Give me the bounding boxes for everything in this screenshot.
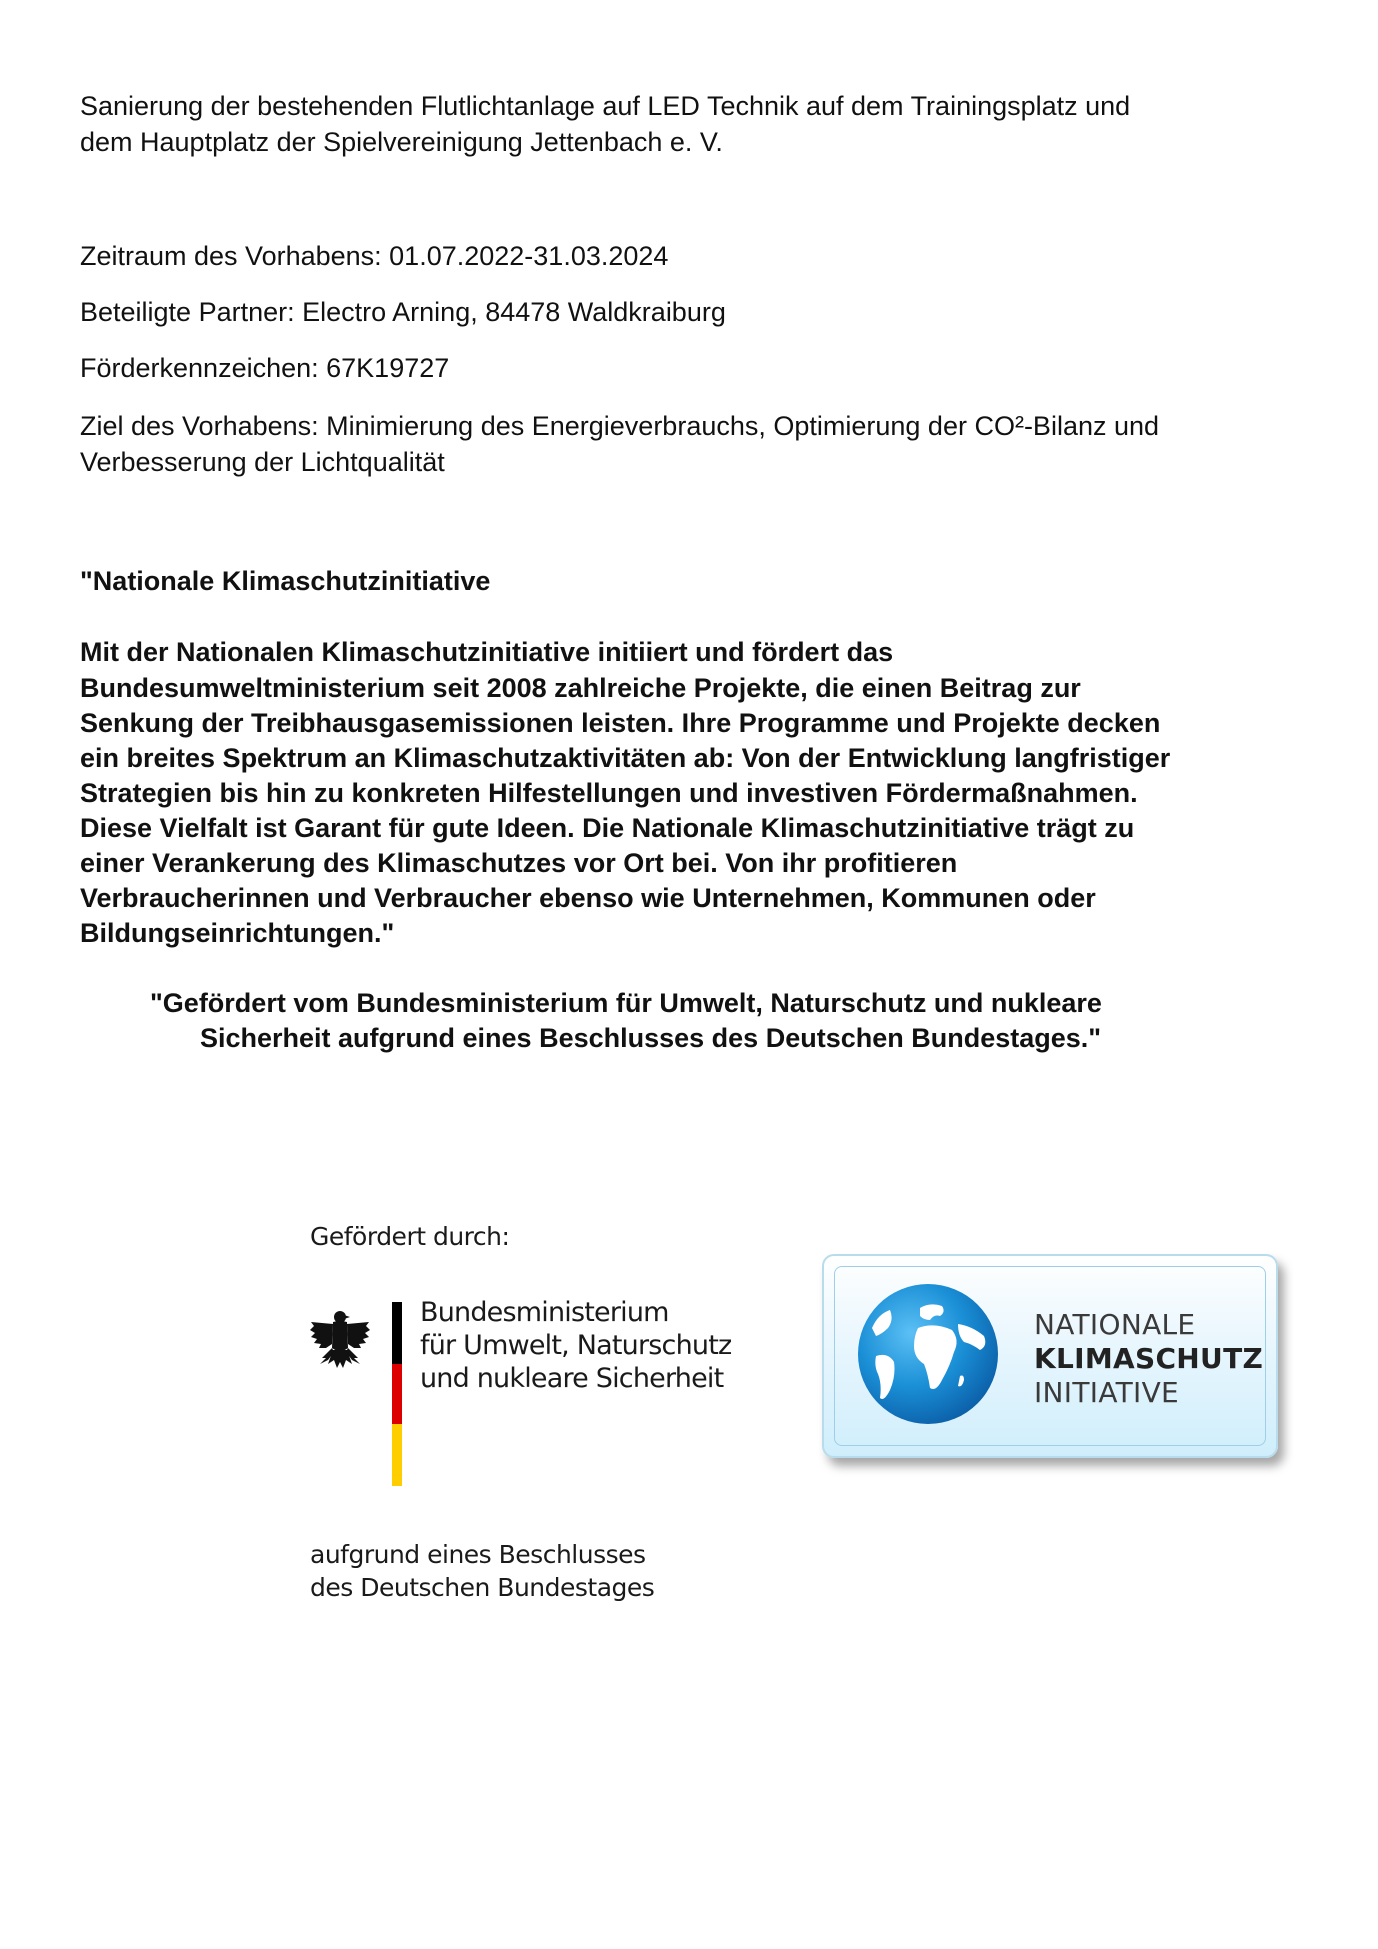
project-title-line-2: dem Hauptplatz der Spielvereinigung Jettenbach e. V.	[80, 127, 723, 157]
initiative-body-line: einer Verankerung des Klimaschutzes vor Ort bei. Von ihr profitieren	[80, 848, 958, 878]
nki-line-1: NATIONALE	[1034, 1308, 1196, 1341]
federal-eagle-icon	[308, 1308, 372, 1380]
bundestag-caption-line-2: des Deutschen Bundestages	[310, 1573, 655, 1602]
initiative-body-line: Bildungseinrichtungen."	[80, 918, 395, 948]
funded-by-caption: Gefördert durch:	[310, 1222, 510, 1251]
funding-quote-line-2: Sicherheit aufgrund eines Beschlusses des Deutschen Bundestages."	[200, 1023, 1102, 1053]
project-period: Zeitraum des Vorhabens: 01.07.2022-31.03.2024	[80, 241, 669, 271]
funding-quote-line-1: "Gefördert vom Bundesministerium für Umwelt, Naturschutz und nukleare	[150, 988, 1102, 1018]
initiative-body-line: ein breites Spektrum an Klimaschutzaktivitäten ab: Von der Entwicklung langfristiger	[80, 743, 1171, 773]
ministry-name-line-1: Bundesministerium	[420, 1297, 669, 1328]
funding-code: Förderkennzeichen: 67K19727	[80, 353, 450, 383]
project-partners: Beteiligte Partner: Electro Arning, 84478 Waldkraiburg	[80, 297, 726, 327]
flag-stripe-black	[392, 1302, 402, 1364]
nki-line-2: KLIMASCHUTZ	[1034, 1342, 1264, 1375]
project-goal-line-1: Ziel des Vorhabens: Minimierung des Energieverbrauchs, Optimierung der CO²-Bilanz und	[80, 411, 1160, 441]
bundestag-caption-line-1: aufgrund eines Beschlusses	[310, 1540, 646, 1569]
initiative-body-line: Bundesumweltministerium seit 2008 zahlreiche Projekte, die einen Beitrag zur	[80, 673, 1081, 703]
initiative-body-line: Senkung der Treibhausgasemissionen leisten. Ihre Programme und Projekte decken	[80, 708, 1161, 738]
ministry-name-line-3: und nukleare Sicherheit	[420, 1363, 724, 1394]
flag-stripe-gold	[392, 1424, 402, 1486]
initiative-body-line: Strategien bis hin zu konkreten Hilfestellungen und investiven Fördermaßnahmen.	[80, 778, 1138, 808]
ministry-name-line-2: für Umwelt, Naturschutz	[420, 1330, 732, 1361]
initiative-body-line: Mit der Nationalen Klimaschutzinitiative initiiert und fördert das	[80, 637, 894, 667]
globe-icon	[854, 1280, 1002, 1428]
project-goal-line-2: Verbesserung der Lichtqualität	[80, 447, 445, 477]
initiative-body-line: Verbraucherinnen und Verbraucher ebenso wie Unternehmen, Kommunen oder	[80, 883, 1096, 913]
initiative-heading: "Nationale Klimaschutzinitiative	[80, 566, 491, 596]
project-title-line-1: Sanierung der bestehenden Flutlichtanlage auf LED Technik auf dem Trainingsplatz und	[80, 91, 1131, 121]
nki-line-3: INITIATIVE	[1034, 1376, 1180, 1409]
flag-stripe-red	[392, 1364, 402, 1424]
initiative-body-line: Diese Vielfalt ist Garant für gute Ideen. Die Nationale Klimaschutzinitiative trägt zu	[80, 813, 1135, 843]
nki-logo	[822, 1254, 1278, 1458]
